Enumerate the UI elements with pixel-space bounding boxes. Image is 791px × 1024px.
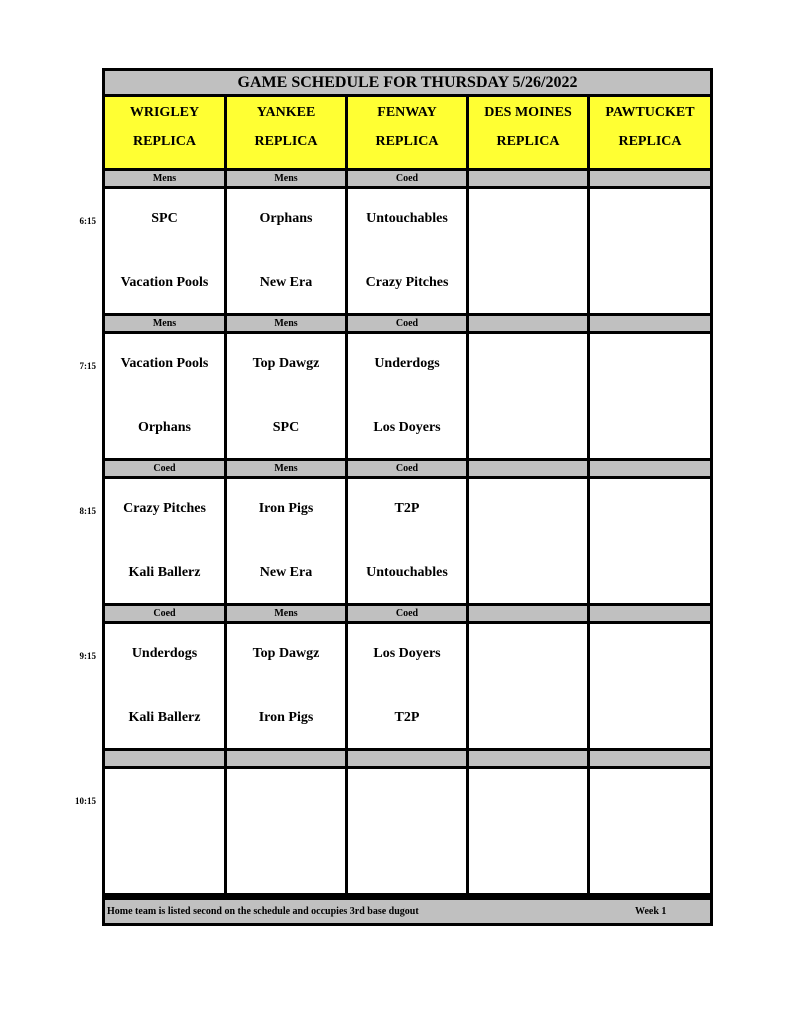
away-team: Underdogs [131, 646, 198, 661]
field-header-yankee [227, 97, 345, 168]
home-team: Iron Pigs [258, 710, 314, 725]
field-subtitle: REPLICA [254, 134, 318, 149]
game-cell [590, 624, 710, 748]
home-team: Orphans [138, 420, 191, 435]
division-label [227, 751, 345, 766]
home-team: Untouchables [366, 565, 448, 580]
away-team: Vacation Pools [120, 356, 209, 371]
game-cell [469, 189, 587, 313]
game-cell [469, 334, 587, 458]
division-label [469, 751, 587, 766]
schedule-title: GAME SCHEDULE FOR THURSDAY 5/26/2022 [105, 71, 710, 94]
game-cell [227, 334, 345, 458]
division-label [105, 751, 224, 766]
away-team: Los Doyers [373, 646, 441, 661]
away-team: Iron Pigs [258, 501, 314, 516]
game-cell [348, 479, 466, 603]
time-slot-label: 7:15 [79, 361, 96, 371]
home-team: T2P [394, 710, 420, 725]
time-slot-label: 8:15 [79, 506, 96, 516]
field-subtitle: REPLICA [132, 134, 196, 149]
game-cell [348, 769, 466, 893]
game-cell [469, 479, 587, 603]
division-label: Mens [105, 316, 224, 331]
field-subtitle: REPLICA [496, 134, 560, 149]
home-team: Vacation Pools [120, 275, 209, 290]
away-team: Top Dawgz [252, 646, 320, 661]
game-cell [105, 479, 224, 603]
game-cell [227, 479, 345, 603]
division-label: Coed [348, 461, 466, 476]
away-team: Untouchables [366, 211, 448, 226]
division-label: Mens [227, 461, 345, 476]
away-team: Orphans [259, 211, 313, 226]
field-header-fenway [348, 97, 466, 168]
schedule-table [102, 68, 713, 926]
home-team: SPC [272, 420, 300, 435]
field-subtitle: REPLICA [618, 134, 682, 149]
game-cell [105, 769, 224, 893]
division-label: Mens [105, 171, 224, 186]
game-cell [590, 334, 710, 458]
division-label: Coed [348, 316, 466, 331]
field-name: WRIGLEY [129, 105, 200, 120]
home-team: Los Doyers [373, 420, 441, 435]
field-name: YANKEE [256, 105, 316, 120]
time-slot-label: 6:15 [79, 216, 96, 226]
division-label [469, 171, 587, 186]
home-team: New Era [259, 275, 313, 290]
away-team: Top Dawgz [252, 356, 320, 371]
home-team: Kali Ballerz [128, 565, 201, 580]
field-header-wrigley [105, 97, 224, 168]
home-team: New Era [259, 565, 313, 580]
division-label: Mens [227, 606, 345, 621]
away-team: SPC [151, 211, 178, 226]
home-team: Kali Ballerz [128, 710, 201, 725]
game-cell [227, 189, 345, 313]
week-label: Week 1 [635, 906, 667, 917]
game-cell [590, 769, 710, 893]
away-team: Crazy Pitches [123, 501, 206, 516]
division-label: Coed [105, 606, 224, 621]
away-team: Underdogs [374, 356, 440, 371]
division-label [469, 461, 587, 476]
time-slot-label: 9:15 [79, 651, 96, 661]
game-cell [227, 624, 345, 748]
game-cell [227, 769, 345, 893]
game-cell [590, 479, 710, 603]
away-team: T2P [394, 501, 420, 516]
division-label [469, 606, 587, 621]
division-label: Coed [348, 171, 466, 186]
field-name: FENWAY [377, 105, 437, 120]
division-label [590, 606, 710, 621]
home-team: Crazy Pitches [365, 275, 449, 290]
division-label [590, 751, 710, 766]
time-slot-label: 10:15 [75, 796, 96, 806]
game-cell [348, 334, 466, 458]
division-label: Mens [227, 316, 345, 331]
field-name: DES MOINES [484, 105, 572, 120]
game-cell [348, 189, 466, 313]
division-label [590, 316, 710, 331]
division-label: Mens [227, 171, 345, 186]
footer-note: Home team is listed second on the schedule and occupies 3rd base dugout [107, 906, 419, 917]
game-cell [469, 769, 587, 893]
game-cell [469, 624, 587, 748]
division-label [469, 316, 587, 331]
game-cell [348, 624, 466, 748]
game-cell [105, 624, 224, 748]
division-label: Coed [105, 461, 224, 476]
division-label [590, 461, 710, 476]
field-header-des-moines [469, 97, 587, 168]
division-label: Coed [348, 606, 466, 621]
game-cell [105, 334, 224, 458]
division-label [348, 751, 466, 766]
game-cell [105, 189, 224, 313]
game-cell [590, 189, 710, 313]
division-label [590, 171, 710, 186]
field-header-pawtucket [590, 97, 710, 168]
field-subtitle: REPLICA [375, 134, 439, 149]
schedule-footer [105, 900, 710, 923]
field-name: PAWTUCKET [605, 105, 695, 120]
